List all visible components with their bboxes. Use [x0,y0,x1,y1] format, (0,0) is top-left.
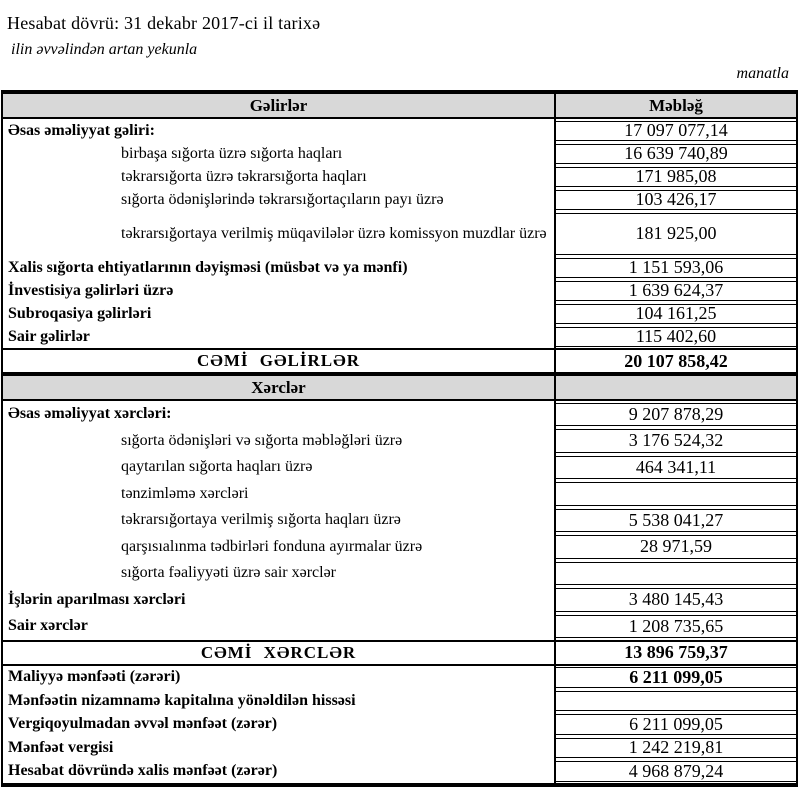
row-amount-cell [556,689,796,713]
row-amount-cell [556,279,796,302]
row-label: CƏMİ GƏLİRLƏR [197,351,360,371]
section-header-row [3,374,796,401]
row-amount: 13 896 759,37 [624,642,728,662]
table-row [3,256,796,279]
row-label: Mənfəətin nizamnamə kapitalına yönəldilən hissəsi [8,691,356,709]
row-amount-cell [556,454,796,481]
table-row [3,211,796,256]
row-label: təkrarsığortaya verilmiş müqavilələr üzrə komissyon muzdlar üzrə [121,224,547,242]
report-table [1,90,798,787]
row-label: Vergiqoyulmadan əvvəl mənfəət (zərər) [8,715,278,733]
table-row [3,713,796,737]
row-label: İşlərin aparılması xərcləri [8,590,186,608]
row-label: Gəlirlər [249,95,308,115]
row-label-cell [3,302,556,325]
table-row [3,760,796,784]
row-label-cell [3,587,556,614]
row-amount-cell [556,736,796,760]
row-label-cell [3,376,556,399]
table-row [3,587,796,614]
row-label-cell [3,760,556,784]
row-amount: 28 971,59 [556,535,796,559]
row-amount [556,562,796,586]
row-amount-cell [556,94,796,117]
row-amount: 171 985,08 [556,167,796,187]
row-amount: 6 211 099,05 [556,714,796,735]
row-label-cell [3,642,556,664]
row-label: sığorta ödənişlərində təkrarsığortaçıların payı üzrə [121,190,444,208]
row-amount: 20 107 858,42 [624,350,728,371]
row-amount-cell [556,642,796,664]
row-amount: 104 161,25 [556,304,796,324]
section-header-row [3,92,796,119]
row-amount: 1 242 219,81 [556,738,796,759]
row-amount: 115 402,60 [556,327,796,347]
row-label-cell [3,481,556,508]
row-amount-cell [556,507,796,534]
total-row [3,348,796,374]
row-amount-cell [556,613,796,640]
row-label-cell [3,454,556,481]
row-amount-cell [556,350,796,372]
row-amount: 16 639 740,89 [556,144,796,164]
currency-note: manatla [736,65,789,82]
row-label-cell [3,211,556,256]
row-amount-cell [556,376,796,399]
row-label: CƏMİ XƏRCLƏR [200,642,357,662]
table-row [3,534,796,561]
row-label-cell [3,256,556,279]
table-row [3,165,796,188]
amount-column-header: Məbləğ [649,95,703,115]
row-label: sığorta fəaliyyəti üzrə sair xərclər [121,564,336,582]
row-amount: 103 426,17 [556,190,796,210]
row-amount: 4 968 879,24 [556,761,796,782]
row-label: sığorta ödənişləri və sığorta məbləğləri üzrə [121,431,403,449]
row-label-cell [3,188,556,211]
row-label: Əsas əməliyyat xərcləri: [8,405,172,423]
table-row [3,119,796,142]
row-label: Subroqasiya gəlirləri [8,304,152,322]
total-row [3,640,796,666]
row-amount-cell [556,587,796,614]
row-amount-cell [556,302,796,325]
table-row [3,188,796,211]
accumulation-note: ilin əvvəlindən artan yekunla [11,41,198,58]
table-row [3,560,796,587]
row-amount-cell [556,534,796,561]
row-label-cell [3,689,556,713]
amount-column-header [556,376,796,399]
row-amount-cell [556,119,796,142]
row-label-cell [3,165,556,188]
row-amount-cell [556,325,796,348]
row-label: Sair gəlirlər [8,327,90,345]
row-amount-cell [556,481,796,508]
row-label-cell [3,428,556,455]
row-label: Mənfəət vergisi [8,738,114,756]
table-row [3,689,796,713]
row-amount: 181 925,00 [556,213,796,255]
row-label: qarşısıalınma tədbirləri fonduna ayırmalar üzrə [121,537,423,555]
table-row [3,666,796,690]
table-row [3,454,796,481]
row-label-cell [3,325,556,348]
row-amount [556,691,796,712]
row-amount: 1 151 593,06 [556,258,796,278]
row-label: təkrarsığortaya verilmiş sığorta haqları üzrə [121,511,401,529]
table-row [3,279,796,302]
row-amount [556,482,796,506]
table-row [3,481,796,508]
row-amount-cell [556,188,796,211]
row-amount: 17 097 077,14 [556,121,796,141]
row-amount: 1 639 624,37 [556,281,796,301]
row-label: Maliyyə mənfəəti (zərəri) [8,668,181,686]
table-row [3,507,796,534]
row-label: qaytarılan sığorta haqları üzrə [121,458,313,476]
row-label-cell [3,401,556,428]
row-label: Xalis sığorta ehtiyatlarının dəyişməsi (müsbət və ya mənfi) [8,258,408,276]
row-label-cell [3,713,556,737]
row-amount-cell [556,428,796,455]
table-row [3,142,796,165]
report-period-title: Hesabat dövrü: 31 dekabr 2017-ci il tarixə [7,13,321,33]
row-label-cell [3,119,556,142]
row-label-cell [3,507,556,534]
row-amount: 464 341,11 [556,456,796,480]
row-amount-cell [556,165,796,188]
row-label: birbaşa sığorta üzrə sığorta haqları [121,144,343,162]
row-amount: 5 538 041,27 [556,509,796,533]
row-label: Əsas əməliyyat gəliri: [8,121,155,139]
row-amount: 3 176 524,32 [556,429,796,453]
row-amount-cell [556,256,796,279]
row-label: Sair xərclər [8,617,88,635]
row-amount-cell [556,560,796,587]
row-amount: 1 208 735,65 [556,615,796,639]
row-amount-cell [556,713,796,737]
row-label-cell [3,560,556,587]
table-row [3,736,796,760]
row-label-cell [3,736,556,760]
table-row [3,613,796,640]
table-row [3,325,796,348]
row-amount-cell [556,401,796,428]
row-label: İnvestisiya gəlirləri üzrə [8,281,174,299]
row-label-cell [3,279,556,302]
table-row [3,428,796,455]
row-label-cell [3,534,556,561]
row-amount: 9 207 878,29 [556,403,796,427]
row-label-cell [3,613,556,640]
row-amount-cell [556,760,796,784]
row-amount: 3 480 145,43 [556,588,796,612]
row-amount-cell [556,142,796,165]
row-label: Xərclər [251,377,306,397]
table-row [3,302,796,325]
row-amount-cell [556,666,796,690]
row-label-cell [3,350,556,372]
row-label-cell [3,666,556,690]
row-label: təkrarsığorta üzrə təkrarsığorta haqları [121,167,367,185]
row-label: Hesabat dövründə xalis mənfəət (zərər) [8,762,278,780]
table-row [3,401,796,428]
row-label-cell [3,94,556,117]
row-label: tənzimləmə xərcləri [121,484,249,502]
row-amount: 6 211 099,05 [556,667,796,688]
row-amount-cell [556,211,796,256]
row-label-cell [3,142,556,165]
